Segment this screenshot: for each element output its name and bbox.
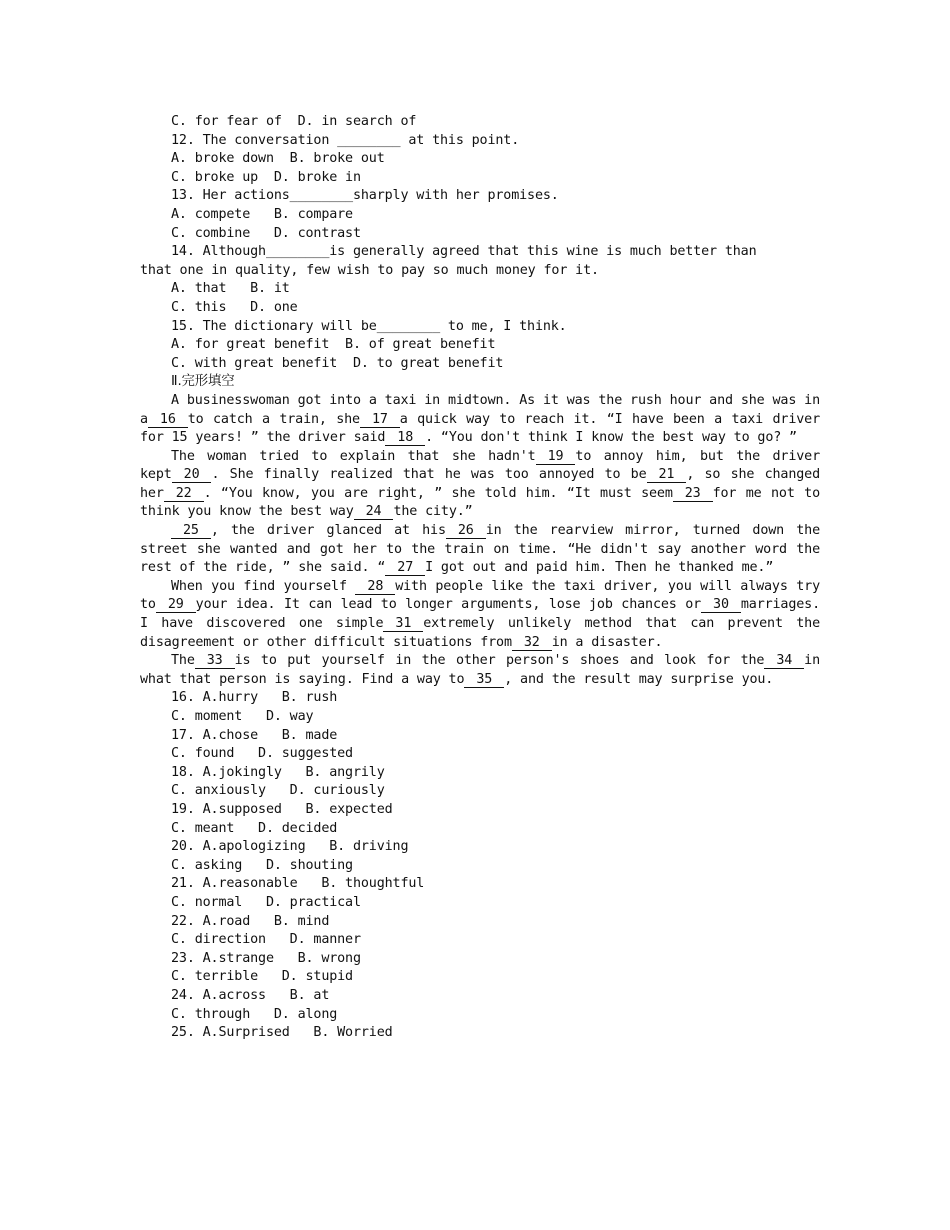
passage-text: The: [171, 653, 195, 669]
blank-number: 21: [647, 467, 687, 483]
blank-number: 26: [446, 523, 486, 539]
choice-line: C. meant D. decided: [171, 820, 338, 836]
blank-number: 31: [383, 616, 423, 632]
passage-paragraph: [140, 392, 820, 448]
passage-text: . “You know, you are right, ” she told him. “It must seem: [203, 485, 673, 501]
option-line: A. broke down B. broke out: [171, 151, 385, 167]
blank-number: 29: [156, 597, 196, 613]
blank-number: 35: [464, 672, 504, 688]
passage-text: I got out and paid him. Then he thanked me.”: [425, 560, 774, 576]
choice-line: 20. A.apologizing B. driving: [171, 839, 409, 855]
passage-paragraph: [140, 522, 820, 578]
choice-line: 17. A.chose B. made: [171, 727, 338, 743]
passage-text: in a disaster.: [551, 634, 663, 650]
choice-line: 19. A.supposed B. expected: [171, 801, 393, 817]
section-heading: Ⅱ.完形填空: [171, 374, 235, 390]
passage-text: When you find yourself: [171, 578, 356, 594]
passage-text: extremely unlikely method that can prevent the disagreement or other difficult situations from: [140, 616, 820, 650]
cloze-passage: [140, 392, 820, 690]
choice-line: C. moment D. way: [171, 709, 314, 724]
option-line: C. this D. one: [171, 299, 298, 315]
choice-line: C. direction D. manner: [171, 932, 361, 948]
passage-text: is to put yourself in the other person's shoes and look for the: [234, 653, 765, 669]
option-line: 15. The dictionary will be________ to me, I think.: [171, 318, 567, 334]
blank-number: 16: [148, 412, 188, 428]
blank-number: 24: [354, 504, 394, 520]
option-line: 12. The conversation ________ at this point.: [171, 132, 520, 148]
option-line: A. compete B. compare: [171, 206, 353, 222]
passage-paragraph: [140, 578, 820, 652]
choice-line: 18. A.jokingly B. angrily: [171, 764, 385, 780]
choice-line: C. found D. suggested: [171, 746, 353, 762]
q14-continuation: that one in quality, few wish to pay so much money for it.: [140, 262, 599, 278]
choice-line: 21. A.reasonable B. thoughtful: [171, 876, 425, 892]
options-block-11-15: [140, 113, 820, 262]
passage-text: a quick way to reach it. “I have been a taxi driver for 15 years! ” the driver said: [140, 411, 820, 446]
blank-number: 18: [385, 430, 425, 446]
passage-text: to annoy him, but the driver kept: [140, 448, 820, 483]
choice-line: 16. A.hurry B. rush: [171, 690, 338, 706]
blank-number: 34: [764, 653, 804, 669]
passage-text: to catch a train, she: [187, 411, 360, 427]
blank-number: 32: [512, 635, 552, 651]
option-line: C. with great benefit D. to great benefit: [171, 355, 504, 371]
option-line: 14. Although________is generally agreed that this wine is much better than: [171, 244, 757, 260]
document-page: [140, 113, 820, 1043]
blank-number: 23: [673, 486, 713, 502]
passage-text: marriages. I have discovered one simple: [140, 597, 820, 632]
passage-text: in the rearview mirror, turned down the street she wanted and got her to the train on time. “He didn't say another word the rest of the ride, ” she said. “: [140, 523, 821, 576]
blank-number: 20: [172, 467, 212, 483]
choice-line: C. asking D. shouting: [171, 857, 353, 873]
passage-text: the city.”: [393, 504, 473, 520]
passage-text: The woman tried to explain that she hadn't: [171, 448, 536, 464]
choice-line: C. anxiously D. curiously: [171, 783, 385, 799]
passage-text: your idea. It can lead to longer arguments, lose job chances or: [195, 597, 702, 613]
passage-text: , the driver glanced at his: [210, 523, 446, 539]
choice-line: C. terrible D. stupid: [171, 969, 353, 985]
passage-text: with people like the taxi driver, you will always try to: [140, 578, 821, 613]
blank-number: 33: [195, 653, 235, 669]
blank-number: 28: [355, 579, 395, 595]
option-line: A. that B. it: [171, 281, 290, 297]
passage-text: for me not to think you know the best way: [140, 485, 820, 520]
blank-number: 19: [536, 449, 576, 465]
passage-paragraph: [140, 652, 820, 689]
cloze-choices: [140, 689, 820, 1042]
option-line: C. broke up D. broke in: [171, 169, 361, 185]
passage-text: . She finally realized that he was too annoyed to be: [211, 467, 647, 483]
choice-line: 23. A.strange B. wrong: [171, 950, 361, 966]
choice-line: 25. A.Surprised B. Worried: [171, 1025, 393, 1041]
choice-line: C. through D. along: [171, 1006, 338, 1022]
passage-text: . “You don't think I know the best way to go? ”: [425, 430, 797, 446]
blank-number: 22: [164, 486, 204, 502]
passage-text: A businesswoman got into a taxi in midtown. As it was the rush hour and she was in a: [140, 392, 820, 427]
passage-text: in what that person is saying. Find a way to: [140, 653, 820, 687]
passage-text: , so she changed her: [140, 467, 820, 501]
option-line: C. combine D. contrast: [171, 225, 361, 241]
blank-number: 17: [360, 412, 400, 428]
blank-number: 25: [171, 523, 211, 539]
passage-paragraph: [140, 448, 820, 522]
choice-line: C. normal D. practical: [171, 894, 361, 910]
blank-number: 27: [385, 560, 425, 576]
options-block-14-15: [140, 280, 820, 373]
choice-line: 22. A.road B. mind: [171, 913, 330, 929]
option-line: 13. Her actions________sharply with her promises.: [171, 188, 559, 204]
passage-text: , and the result may surprise you.: [504, 671, 774, 687]
choice-line: 24. A.across B. at: [171, 987, 330, 1003]
option-line: C. for fear of D. in search of: [171, 114, 417, 129]
option-line: A. for great benefit B. of great benefit: [171, 337, 496, 353]
blank-number: 30: [701, 597, 741, 613]
